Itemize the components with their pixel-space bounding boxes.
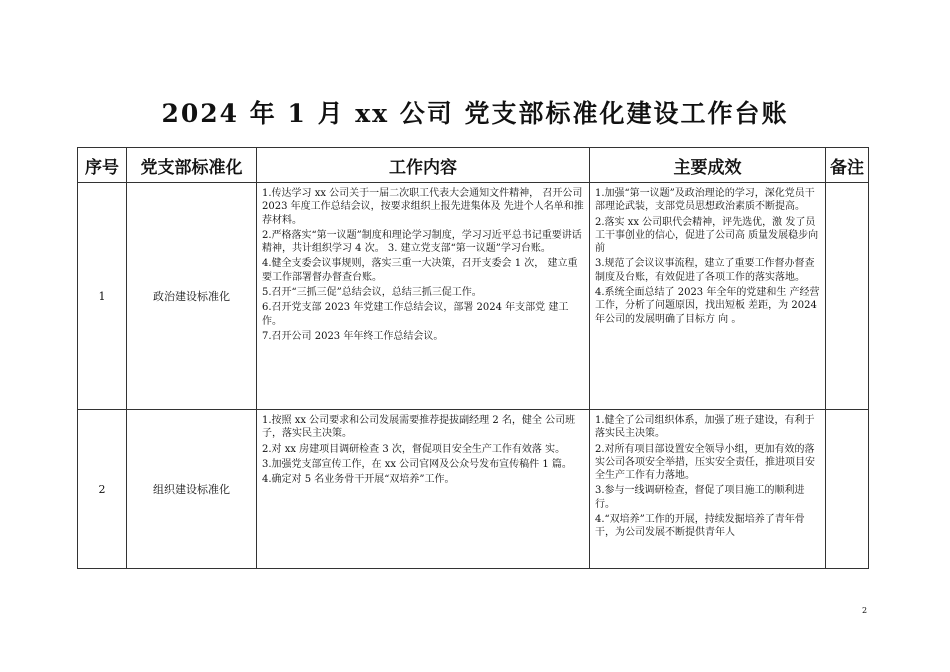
row-number: 1 [78,183,127,410]
header-content: 工作内容 [257,148,590,183]
content-item: 1.传达学习 xx 公司关于一届二次职工代表大会通知文件精神， 召开公司 2023 年度工作总结会议，按要求组织上报先进集体及 先进个人名单和推荐材料。 [262,188,584,226]
header-remark: 备注 [826,148,869,183]
header-category: 党支部标准化 [127,148,257,183]
ledger-table [77,147,869,569]
result-item: 1.健全了公司组织体系，加强了班子建设，有利于落实民主决策。 [595,415,815,440]
result-item: 4.“双培养”工作的开展，持续发掘培养了青年骨干，为公司发展不断提供青年人 [595,514,805,539]
main-results-cell [590,410,826,569]
row-number: 2 [78,410,127,569]
header-results: 主要成效 [590,148,826,183]
page-title: 2024 年 1 月 xx 公司 党支部标准化建设工作台账 [161,99,789,128]
result-item: 3.规范了会议议事流程，建立了重要工作督办督查制度及台账，有效促进了各项工作的落实落地。 [595,258,815,283]
page-number: 2 [862,606,868,615]
result-item: 2.对所有项目部设置安全领导小组，更加有效的落实公司各项安全举措，压实安全责任，推进项目安全生产工作有力落地。 [595,443,815,482]
table-header-row [78,148,869,183]
content-item: 1.按照 xx 公司要求和公司发展需要推荐提拔副经理 2 名，健全 公司班子，落实民主决策。 [262,415,576,440]
result-item: 4.系统全面总结了 2023 年全年的党建和生 产经营工作，分析了问题原因，找出短板 差距，为 2024 年公司的发展明确了目标方 向 。 [595,287,820,325]
result-item: 1.加强“第一议题”及政治理论的学习，深化党员干部理论武装，支部党员思想政治素质不断提高。 [595,188,815,213]
remark-cell [826,183,869,410]
content-item: 6.召开党支部 2023 年党建工作总结会议，部署 2024 年支部党 建工作。 [262,302,569,327]
header-serial: 序号 [78,148,127,183]
result-item: 3.参与一线调研检查，督促了项目施工的顺利进行。 [595,485,805,510]
table-row [78,183,869,410]
row-category: 组织建设标准化 [127,410,257,569]
content-item: 7.召开公司 2023 年年终工作总结会议。 [262,330,444,342]
content-item: 2.严格落实“第一议题”制度和理论学习制度，学习习近平总书记重要讲话精神，共计组织学习 4 次。 3. 建立党支部“第一议题”学习台账。 [262,229,582,255]
work-content-cell [257,410,590,569]
content-item: 3.加强党支部宣传工作，在 xx 公司官网及公众号发布宣传稿件 1 篇。 [262,458,572,470]
work-content-cell [257,183,590,410]
table-row [78,410,869,569]
row-category: 政治建设标准化 [127,183,257,410]
remark-cell [826,410,869,569]
main-results-cell [590,183,826,410]
content-item: 2.对 xx 房建项目调研检查 3 次，督促项目安全生产工作有效落 实。 [262,443,566,455]
content-item: 4.健全支委会议事规则，落实三重一大决策，召开支委会 1 次， 建立重要工作部署督办督查台账。 [262,258,578,283]
content-item: 5.召开“三抓三促”总结会议，总结三抓三促工作。 [262,287,482,299]
result-item: 2.落实 xx 公司职代会精神，评先选优，激 发了员工干事创业的信心，促进了公司高 质量发展稳步向前 [595,216,819,255]
content-item: 4.确定对 5 名业务骨干开展“双培养”工作。 [262,474,455,486]
